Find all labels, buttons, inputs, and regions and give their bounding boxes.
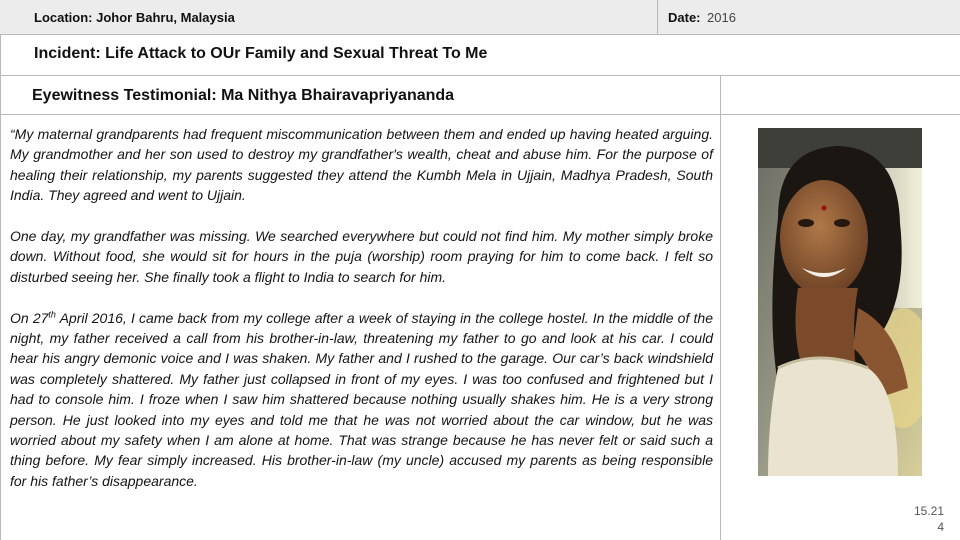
testimony-paragraph-3 [10, 308, 713, 492]
date-label: Date: [668, 10, 701, 25]
incident-title: Incident: Life Attack to OUr Family and Sexual Threat To Me [34, 45, 488, 62]
column-divider [720, 76, 721, 540]
testimony-paragraph-1: “My maternal grandparents had frequent miscommunication between them and ended up having heated arguing. My grandmother and her son used to destroy my grandfather's wealth, cheat and abuse him. For the purpose of healing their relationship, my parents suggested they attend the Kumbh Mela in Ujjain, Madhya Pradesh, South India. They agreed and went to Ujjain. [10, 126, 713, 204]
testimony-paragraph-3-text: April 2016, I came back from my college after a week of staying in the college hostel. In the middle of the night, my father received a call from his brother-in-law, threatening my father to go and look at his car. I could hear his angry demonic voice and I was shaken. My father and I rushed to the garage. Our car’s back windshield was completely shattered. My father just collapsed in front of my eyes. I was too confused and frightened but I had to console him. I froze when I saw him shattered because nothing usually shakes him. He is a very strong person. He just looked into my eyes and told me that he was not worried about the car window, but he was worried about my safety when I am alone at home. That was strange because he has never felt or said such a thing before. My fear simply increased. His brother-in-law (my uncle) accused my parents as being responsible for his father’s disappearance. [10, 309, 713, 489]
location-label: Location: Johor Bahru, Malaysia [34, 10, 235, 25]
testimony-paragraph-2: One day, my grandfather was missing. We searched everywhere but could not find him. My mother simply broke down. Without food, she would sit for hours in the puja (worship) room praying for him to come back. I felt so disturbed seeing her. She finally took a flight to India to search for him. [10, 228, 713, 285]
portrait-photo [758, 128, 922, 476]
page-number [914, 503, 944, 535]
date-ordinal: th [48, 308, 56, 319]
testimony-text [10, 124, 713, 512]
eyewitness-row [0, 76, 960, 115]
date-value: 2016 [707, 10, 736, 25]
page-number-line-2: 4 [937, 520, 944, 534]
page-number-line-1: 15.21 [913, 504, 944, 518]
date-start: On 27 [10, 309, 49, 326]
date-cell [657, 0, 960, 35]
header-row [0, 0, 960, 35]
eyewitness-title: Eyewitness Testimonial: Ma Nithya Bhairavapriyananda [32, 87, 455, 104]
incident-row [0, 35, 960, 76]
left-border [0, 115, 1, 540]
